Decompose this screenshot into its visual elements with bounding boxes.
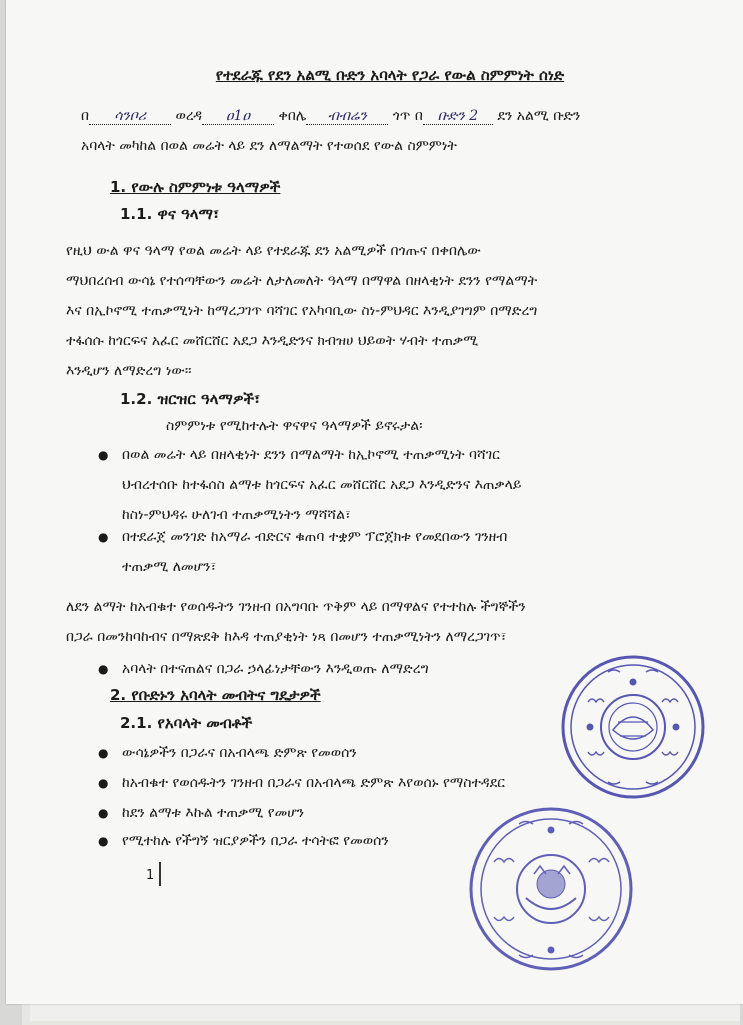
bullet-icon: ● (98, 834, 109, 848)
body-line: እንዲሆን ለማድረግ ነው፡፡ (66, 363, 192, 379)
official-stamp-icon (464, 802, 639, 977)
bullet-item: ● በወል መሬት ላይ በዘላቂነት ደንን በማልማት ከኢኮኖሚ ተጠቃሚነት ባሻገር ህብረተሰቡ ከተፋሰስ ልማቱ ከጎርፍና አፈር መሸርሸር አደጋ እንዲድንና እጠቃላይ ከስነ-ምህዳሩ ሁለገብ ተጠቃሚነትን ማሻሻል፣ (122, 440, 682, 530)
document-title: የተደራጁ የደን አልሚ ቡድን አባላት የጋራ የውል ስምምነት ሰነድ (215, 66, 565, 84)
section-1-2-heading: 1.2. ዝርዝር ዓላማዎች፣ (120, 390, 261, 408)
section-1-para (66, 592, 686, 652)
bullet-icon: ● (98, 530, 109, 544)
bullet-item: ● ውሳኔዎችን በጋራና በአብላጫ ድምጽ የመወሰን (122, 738, 642, 768)
bullet-item: ● ከአብቁተ የወሰዱትን ገንዘብ በጋራና በአብላጫ ድምጽ እየወሰኑ የማስተዳደር (122, 768, 642, 798)
bullet-item: ● ከደን ልማቱ እኩል ተጠቃሚ የመሆን (122, 798, 642, 828)
bullet-icon: ● (98, 448, 109, 462)
section-1-2-intro: ስምምነቱ የሚከተሉት ዋናዋና ዓላማዎች ይኖሩታል፡ (166, 418, 423, 434)
bullet-item: ● በተደራጀ መንገድ ከአማራ ብድርና ቁጠባ ተቋም ፕሮጀክቱ የመደበውን ገንዘብ ተጠቃሚ ለመሆን፣ (122, 522, 682, 582)
page-number-bar (159, 862, 161, 886)
region-field: ሳንቦሪ (89, 108, 171, 125)
body-line: የዚህ ውል ዋና ዓላማ የወል መሬት ላይ የተደራጁ ደን አልሚዎች በጎጡና በቀበሌው (66, 243, 481, 259)
got-field: ቡድን 2 (423, 108, 493, 125)
bullet-icon: ● (98, 746, 109, 760)
bullet-icon: ● (98, 776, 109, 790)
bullet-icon: ● (98, 662, 109, 676)
bullet-item: ● አባላት በተናጠልና በጋራ ኃላፊነታቸውን እንዲወጡ ለማድረግ (122, 654, 642, 684)
section-2-heading: 2. የቡድኑን አባላት መብትና ግዴታዎች (110, 686, 321, 704)
section-1-heading: 1. የውሉ ስምምነቱ ዓላማዎች (110, 178, 281, 196)
body-line: ማህበረሰብ ውሳኔ የተሰጣቸውን መሬት ለታለመለት ዓላማ በማዋል በዘላቂነት ደንን የማልማት (66, 273, 538, 289)
document-page (6, 0, 743, 1004)
kebele-field: ብብሬን (306, 108, 388, 125)
intro-line-2: አባላት መካከል በወል መሬት ላይ ደን ለማልማት የተወሰደ የውል ስምምነት (81, 138, 457, 154)
body-line: ለደን ልማት ከአብቁተ የወሰዱትን ገንዘብ በአግባቡ ጥቅም ላይ በማዋልና የተተከሉ ችግኞችን (66, 599, 526, 615)
page-number: 1 (146, 868, 155, 883)
body-line: ተፋሰሱ ከጎርፍና አፈር መሸርሸር አደጋ እንዲድንና ክብዝሀ ህይወት ሃብት ተጠቃሚ (66, 333, 479, 349)
section-1-1-heading: 1.1. ዋና ዓላማ፣ (120, 205, 220, 223)
bullet-icon: ● (98, 806, 109, 820)
woreda-field: ዐ1ዐ (202, 108, 274, 125)
body-line: እና በኢኮኖሚ ተጠቃሚነት ከማረጋገጥ ባሻገር የአካባቢው ስነ-ምህዳር እንዲያገግም በማድረግ (66, 303, 538, 319)
section-2-1-heading: 2.1. የአባላት መብቶች (120, 714, 253, 732)
official-stamp-icon (558, 652, 708, 802)
bullet-item: ● የሚተከሉ የችግኝ ዝርያዎችን በጋራ ተሳትፎ የመወሰን (122, 826, 642, 856)
intro-line-1: በ ሳንቦሪ ወረዳ ዐ1ዐ ቀበሌ ብብሬን ጎጥ በ ቡድን 2 ደን አልሚ ቡድን (81, 108, 581, 124)
body-line: በጋራ በመንከባከብና በማጽደቅ ከእዳ ተጠያቂነት ነጻ በመሆን ተጠቃሚነትን ለማረጋገጥ፣ (66, 629, 507, 645)
section-1-1-body (66, 236, 686, 386)
